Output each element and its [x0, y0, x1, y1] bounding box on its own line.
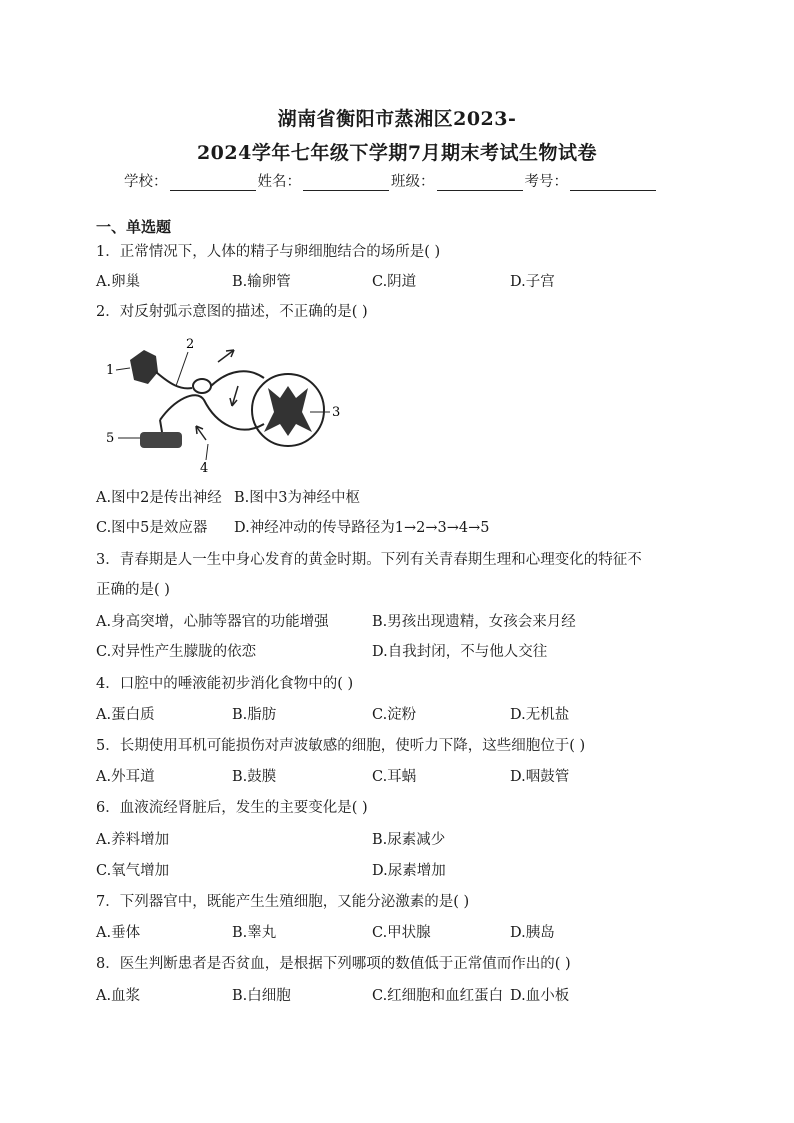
- q6-option-d: D.尿素增加: [372, 863, 446, 879]
- question-3-stem-line-1: 3．青春期是人一生中身心发育的黄金时期。下列有关青春期生理和心理变化的特征不: [96, 552, 642, 568]
- label-2-leader: [176, 352, 188, 386]
- q2-option-d: D.神经冲动的传导路径为1→2→3→4→5: [234, 520, 490, 536]
- question-5-stem: 5．长期使用耳机可能损伤对声波敏感的细胞，使听力下降，这些细胞位于( ): [96, 738, 586, 754]
- school-label: 学校：: [124, 174, 168, 190]
- question-1-stem: 1．正常情况下，人体的精子与卵细胞结合的场所是( ): [96, 244, 441, 260]
- name-label: 姓名：: [257, 174, 301, 190]
- sensory-path-upper: [211, 371, 264, 386]
- label-1-leader: [116, 368, 130, 370]
- gray-matter: [264, 386, 312, 436]
- q3-option-c: C.对异性产生朦胧的依恋: [96, 644, 257, 660]
- q2-option-c: C.图中5是效应器: [96, 520, 208, 536]
- name-field: [258, 170, 390, 191]
- q5-option-a: A.外耳道: [96, 769, 155, 785]
- class-label: 班级：: [391, 174, 435, 190]
- exam-number-field: [525, 170, 657, 191]
- q5-option-c: C.耳蜗: [372, 769, 417, 785]
- q8-option-c: C.红细胞和血红蛋白: [372, 988, 504, 1004]
- student-info-row: [124, 170, 658, 191]
- name-blank: [303, 176, 389, 191]
- q1-option-b: B.输卵管: [232, 274, 291, 290]
- q1-option-a: A.卵巢: [96, 274, 141, 290]
- q1-option-c: C.阴道: [372, 274, 417, 290]
- effector-shape: [140, 432, 182, 448]
- q8-option-b: B.白细胞: [232, 988, 291, 1004]
- question-6-stem: 6．血液流经肾脏后，发生的主要变化是( ): [96, 800, 368, 816]
- title-line-2: 2024学年七年级下学期7月期末考试生物试卷: [196, 142, 598, 164]
- q4-option-b: B.脂肪: [232, 707, 277, 723]
- q7-option-a: A.垂体: [96, 925, 141, 941]
- effector-link: [160, 420, 162, 432]
- exam-number-blank: [570, 176, 656, 191]
- diagram-label-1: 1: [106, 363, 115, 378]
- q8-option-d: D.血小板: [510, 988, 570, 1004]
- q6-option-a: A.养料增加: [96, 832, 170, 848]
- q3-option-a: A.身高突增，心肺等器官的功能增强: [96, 614, 329, 630]
- school-field: [124, 170, 256, 191]
- diagram-label-3: 3: [332, 405, 341, 420]
- q4-option-d: D.无机盐: [510, 707, 570, 723]
- q5-option-d: D.咽鼓管: [510, 769, 570, 785]
- question-3-stem-line-2: 正确的是( ): [96, 582, 170, 598]
- q8-option-a: A.血浆: [96, 988, 141, 1004]
- diagram-label-2: 2: [186, 337, 195, 352]
- class-blank: [437, 176, 523, 191]
- efferent-nerve: [160, 395, 264, 429]
- q4-option-c: C.淀粉: [372, 707, 417, 723]
- label-4-leader: [206, 444, 208, 460]
- question-2-stem: 2．对反射弧示意图的描述，不正确的是( ): [96, 304, 368, 320]
- q6-option-c: C.氧气增加: [96, 863, 170, 879]
- q1-option-d: D.子宫: [510, 274, 555, 290]
- diagram-label-5: 5: [106, 431, 115, 446]
- reflex-arc-diagram: [100, 328, 350, 478]
- q3-option-b: B.男孩出现遗精，女孩会来月经: [372, 614, 576, 630]
- q2-option-a: A.图中2是传出神经: [96, 490, 222, 506]
- q6-option-b: B.尿素减少: [372, 832, 446, 848]
- q3-option-d: D.自我封闭，不与他人交往: [372, 644, 548, 660]
- title-line-1: 湖南省衡阳市蒸湘区2023-: [277, 108, 517, 130]
- q7-option-c: C.甲状腺: [372, 925, 431, 941]
- section-heading: 一、单选题: [96, 218, 172, 236]
- receptor-shape: [130, 350, 158, 384]
- class-field: [391, 170, 523, 191]
- question-4-stem: 4．口腔中的唾液能初步消化食物中的( ): [96, 676, 354, 692]
- exam-number-label: 考号：: [524, 174, 568, 190]
- afferent-nerve: [156, 372, 192, 388]
- q2-option-b: B.图中3为神经中枢: [234, 490, 360, 506]
- question-8-stem: 8．医生判断患者是否贫血，是根据下列哪项的数值低于正常值而作出的( ): [96, 956, 571, 972]
- ganglion: [193, 379, 211, 393]
- q7-option-b: B.睾丸: [232, 925, 277, 941]
- q4-option-a: A.蛋白质: [96, 707, 155, 723]
- q5-option-b: B.鼓膜: [232, 769, 277, 785]
- question-7-stem: 7．下列器官中，既能产生生殖细胞，又能分泌激素的是( ): [96, 894, 470, 910]
- q7-option-d: D.胰岛: [510, 925, 555, 941]
- school-blank: [170, 176, 256, 191]
- diagram-label-4: 4: [200, 461, 209, 476]
